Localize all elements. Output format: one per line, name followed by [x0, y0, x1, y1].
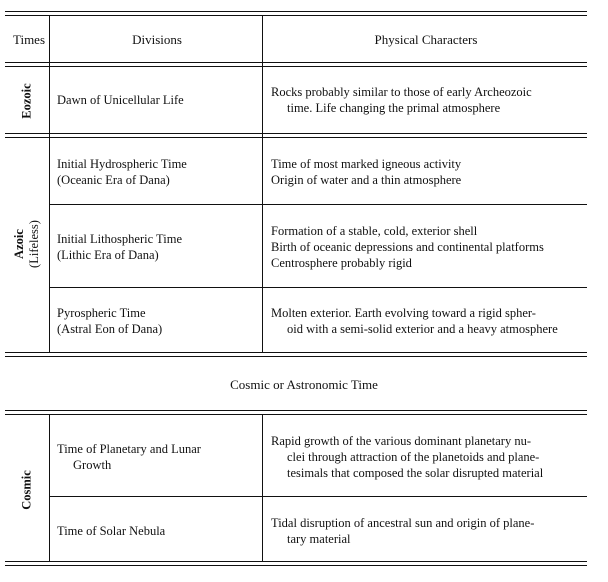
eozoic-azoic-rule-2 — [5, 137, 587, 138]
azoic-row3-physical: Molten exterior. Earth evolving toward a rigid spher- oid with a semi-solid exterior and a heavy atmosphere — [271, 306, 558, 336]
azoic-row1-division: Initial Hydrospheric Time (Oceanic Era of Dana) — [57, 157, 187, 187]
header-rule-1 — [5, 62, 587, 63]
top-rule-2 — [5, 15, 587, 16]
cosmic-row2-division: Time of Solar Nebula — [57, 524, 166, 538]
header-divisions: Divisions — [132, 32, 182, 47]
table2-col-divider-times — [49, 414, 50, 561]
cosmic-row2-physical: Tidal disruption of ancestral sun and origin of plane- tary material — [271, 516, 535, 546]
table1-bottom-rule-2 — [5, 356, 587, 357]
table2-col-divider-divisions — [262, 414, 263, 561]
table1-bottom-rule-1 — [5, 352, 587, 353]
table2-top-rule-1 — [5, 410, 587, 411]
cosmic-label: Cosmic — [19, 470, 34, 510]
azoic-label: Azoic (Lifeless) — [12, 220, 41, 268]
top-rule-1 — [5, 11, 587, 12]
header-physical: Physical Characters — [374, 32, 478, 47]
eozoic-label: Eozoic — [19, 83, 34, 119]
col-divider-times — [49, 15, 50, 352]
cosmic-row1-division: Time of Planetary and Lunar Growth — [57, 442, 201, 472]
eozoic-azoic-rule-1 — [5, 133, 587, 134]
table2-bottom-rule-2 — [5, 565, 587, 566]
row-separator-1 — [49, 204, 587, 205]
row-separator-2 — [49, 287, 587, 288]
table2-top-rule-2 — [5, 414, 587, 415]
eozoic-physical: Rocks probably similar to those of early Archeozoic time. Life changing the primal atmosphere — [271, 85, 532, 115]
table2-bottom-rule-1 — [5, 561, 587, 562]
header-times: Times — [12, 32, 46, 47]
azoic-row2-physical: Formation of a stable, cold, exterior shell Birth of oceanic depressions and continental platforms Centrosphere probably rigid — [271, 224, 544, 270]
header-rule-2 — [5, 66, 587, 67]
azoic-row1-physical: Time of most marked igneous activity Origin of water and a thin atmosphere — [271, 157, 462, 187]
section-title: Cosmic or Astronomic Time — [230, 377, 378, 392]
row-separator-3 — [49, 496, 587, 497]
azoic-row3-division: Pyrospheric Time (Astral Eon of Dana) — [57, 306, 163, 336]
eozoic-division: Dawn of Unicellular Life — [57, 93, 184, 107]
azoic-row2-division: Initial Lithospheric Time (Lithic Era of Dana) — [57, 232, 182, 262]
cosmic-row1-physical: Rapid growth of the various dominant planetary nu- clei through attraction of the planetoids and plane- tesimals that composed the solar disrupted material — [271, 434, 544, 480]
col-divider-divisions — [262, 15, 263, 352]
